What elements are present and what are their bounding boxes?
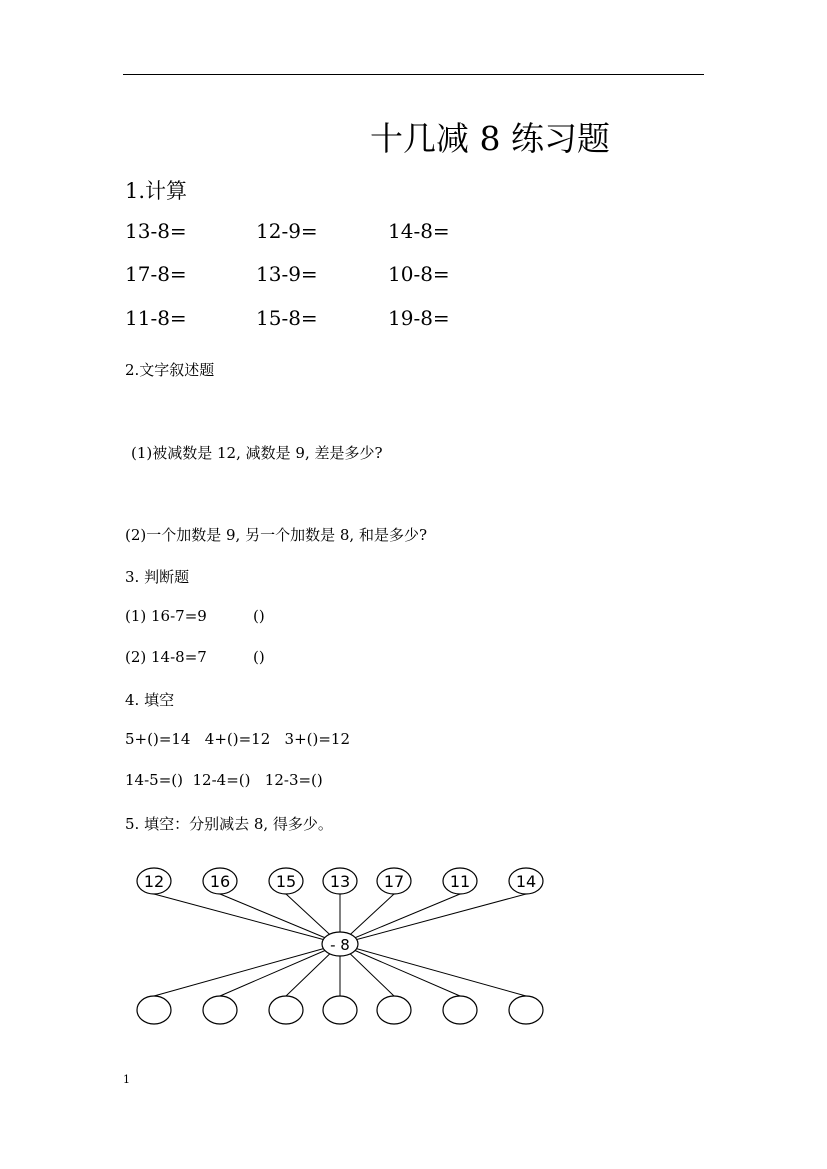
judge-item-2: (2) 14-8=7 <box>125 648 207 666</box>
diagram-number: 14 <box>515 872 537 891</box>
diagram-number: 13 <box>329 872 351 891</box>
judge-blank: () <box>253 607 265 625</box>
section1-heading: 1.计算 <box>125 179 188 203</box>
diagram-number: 11 <box>449 872 471 891</box>
calc-problem: 11-8= <box>125 306 187 330</box>
calc-problem: 14-8= <box>388 219 450 243</box>
fill-line-2: 14-5=() 12-4=() 12-3=() <box>125 771 323 789</box>
section5-heading: 5. 填空：分别减去 8, 得多少。 <box>125 815 333 833</box>
calc-problem: 13-9= <box>256 262 318 286</box>
diagram-number: 12 <box>143 872 165 891</box>
answer-circle <box>377 996 411 1024</box>
diagram-number: 17 <box>383 872 405 891</box>
diagram-center-label: - 8 <box>330 936 350 954</box>
answer-circle <box>443 996 477 1024</box>
answer-circle <box>323 996 357 1024</box>
calc-problem: 13-8= <box>125 219 187 243</box>
calc-problem: 15-8= <box>256 306 318 330</box>
calc-problem: 17-8= <box>125 262 187 286</box>
section4-heading: 4. 填空 <box>125 691 175 709</box>
calc-problem: 19-8= <box>388 306 450 330</box>
word-problem-1: (1)被减数是 12, 减数是 9, 差是多少? <box>131 444 383 462</box>
answer-circle <box>509 996 543 1024</box>
calc-problem: 12-9= <box>256 219 318 243</box>
answer-circle <box>269 996 303 1024</box>
judge-blank: () <box>253 648 265 666</box>
section2-heading: 2.文字叙述题 <box>125 361 215 379</box>
section3-heading: 3. 判断题 <box>125 568 190 586</box>
diagram-number: 16 <box>209 872 231 891</box>
diagram-number: 15 <box>275 872 297 891</box>
calc-problem: 10-8= <box>388 262 450 286</box>
page-title: 十几减 8 练习题 <box>370 119 610 158</box>
fill-line-1: 5+()=14 4+()=12 3+()=12 <box>125 730 351 748</box>
word-problem-2: (2)一个加数是 9, 另一个加数是 8, 和是多少? <box>125 526 427 544</box>
page-number: 1 <box>123 1073 130 1086</box>
judge-item-1: (1) 16-7=9 <box>125 607 207 625</box>
answer-circle <box>203 996 237 1024</box>
answer-circle <box>137 996 171 1024</box>
